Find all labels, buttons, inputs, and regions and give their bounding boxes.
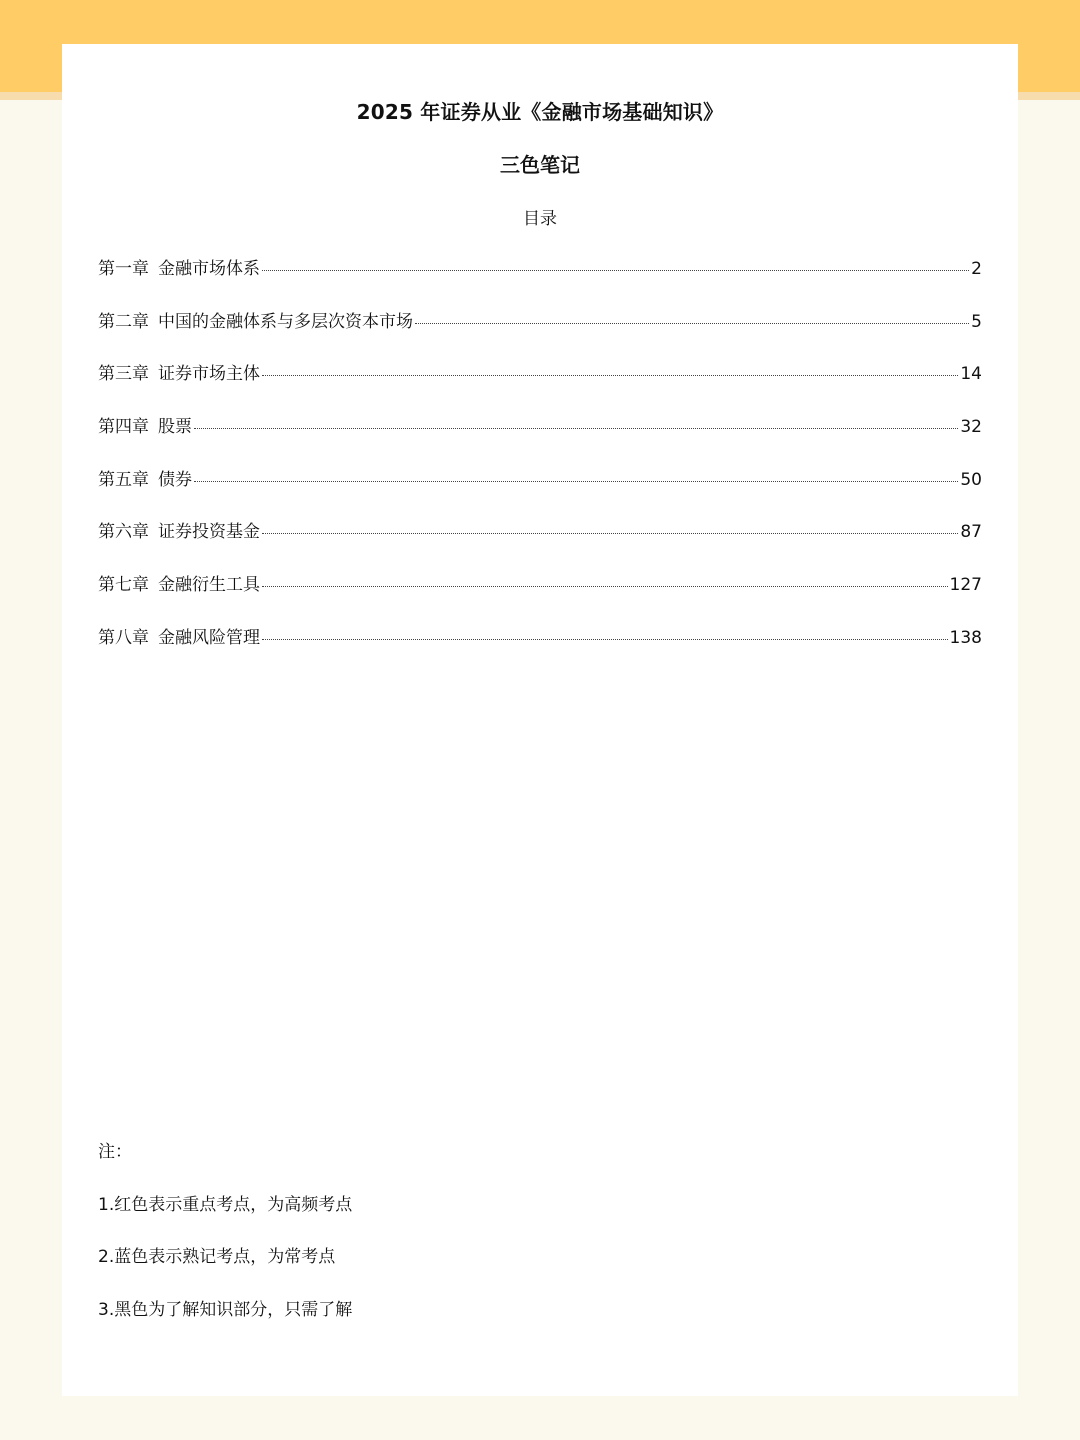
toc-entry-chapter-7[interactable] <box>98 570 982 623</box>
toc-chapter-label: 第三章 <box>98 364 149 385</box>
toc-page-number: 87 <box>960 522 982 543</box>
notes-section <box>98 1140 982 1350</box>
toc-entry-chapter-5[interactable] <box>98 465 982 518</box>
toc-chapter-title: 金融市场体系 <box>158 259 260 279</box>
toc-chapter-label: 第四章 <box>98 417 149 438</box>
toc-chapter-title: 金融风险管理 <box>158 627 260 648</box>
document-title: 2025 年证券从业《金融市场基础知识》 <box>356 100 724 124</box>
toc-entry-chapter-8[interactable] <box>98 623 982 676</box>
toc-dot-leader <box>262 586 948 587</box>
toc-chapter-title: 金融衍生工具 <box>158 575 260 596</box>
toc-entry-chapter-6[interactable] <box>98 517 982 570</box>
toc-dot-leader <box>262 375 958 376</box>
notes-heading: 注： <box>98 1142 132 1162</box>
toc-chapter-title: 证券投资基金 <box>158 522 260 543</box>
toc-entry-chapter-2[interactable] <box>98 307 982 360</box>
toc-dot-leader <box>194 481 958 482</box>
toc-chapter-label: 第二章 <box>98 311 149 332</box>
toc-dot-leader <box>194 428 958 429</box>
toc-page-number: 50 <box>960 469 982 490</box>
document-subtitle: 三色笔记 <box>500 153 580 177</box>
toc-chapter-label: 第一章 <box>98 259 149 279</box>
toc-chapter-title: 债券 <box>158 469 192 490</box>
toc-page-number: 138 <box>949 627 982 648</box>
toc-dot-leader <box>262 533 958 534</box>
note-item-blue: 2.蓝色表示熟记考点，为常考点 <box>98 1247 336 1268</box>
toc-dot-leader <box>262 639 948 640</box>
toc-chapter-label: 第七章 <box>98 575 149 596</box>
toc-chapter-label: 第五章 <box>98 469 149 490</box>
toc-dot-leader <box>262 270 969 271</box>
table-of-contents <box>98 254 982 676</box>
toc-dot-leader <box>415 323 969 324</box>
toc-chapter-title: 股票 <box>158 417 192 438</box>
toc-chapter-title: 中国的金融体系与多层次资本市场 <box>158 311 413 332</box>
toc-entry-chapter-4[interactable] <box>98 412 982 465</box>
toc-chapter-label: 第六章 <box>98 522 149 543</box>
toc-page-number: 14 <box>960 364 982 385</box>
toc-entry-chapter-1[interactable] <box>98 254 982 307</box>
note-item-red: 1.红色表示重点考点，为高频考点 <box>98 1194 353 1215</box>
toc-chapter-label: 第八章 <box>98 627 149 648</box>
document-page <box>62 44 1018 1396</box>
toc-page-number: 2 <box>971 259 982 279</box>
toc-page-number: 127 <box>949 575 982 596</box>
toc-heading: 目录 <box>523 209 557 229</box>
toc-page-number: 5 <box>971 311 982 332</box>
toc-entry-chapter-3[interactable] <box>98 359 982 412</box>
note-item-black: 3.黑色为了解知识部分，只需了解 <box>98 1299 353 1320</box>
toc-page-number: 32 <box>960 417 982 438</box>
toc-chapter-title: 证券市场主体 <box>158 364 260 385</box>
